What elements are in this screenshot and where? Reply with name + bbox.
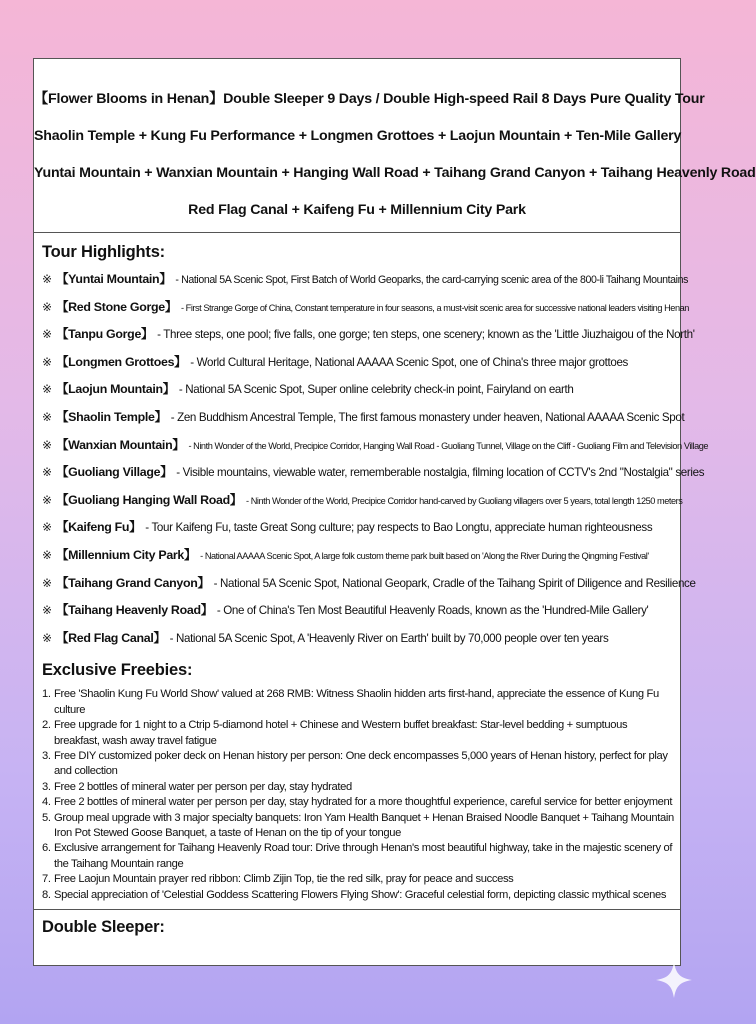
highlight-name: 【Millennium City Park】 [56, 547, 197, 562]
highlight-item [42, 600, 674, 628]
highlight-item [42, 628, 674, 656]
title-block [34, 59, 756, 233]
reference-mark: ※ [42, 575, 53, 590]
reference-mark: ※ [42, 520, 53, 535]
highlight-description: - Three steps, one pool; five falls, one gorge; ten steps, one scenery; known as the 'Little Jiuzhaigou of the North' [157, 328, 695, 342]
freebie-item [42, 888, 674, 903]
title-line: Yuntai Mountain + Wanxian Mountain + Hanging Wall Road + Taihang Grand Canyon + Taihang Heavenly Road [34, 165, 756, 181]
highlight-description: - Ninth Wonder of the World, Precipice Corridor, Hanging Wall Road - Guoliang Tunnel, Village on the Cliff - Guoliang Film and Television Village [188, 440, 709, 451]
freebie-text: Free Laojun Mountain prayer red ribbon: Climb Zijin Top, tie the red silk, pray for peace and success [54, 873, 514, 886]
card-body [34, 233, 709, 937]
freebie-number: 3. [42, 749, 51, 762]
highlight-item [42, 517, 674, 545]
title-line: 【Flower Blooms in Henan】Double Sleeper 9 Days / Double High-speed Rail 8 Days Pure Quality Tour [34, 91, 705, 107]
freebie-number: 7. [42, 873, 51, 886]
highlight-description: - First Strange Gorge of China, Constant temperature in four seasons, a must-visit scenic area for successive national leaders visiting Henan [180, 302, 689, 313]
highlight-item [42, 462, 705, 490]
freebie-item [42, 780, 674, 795]
reference-mark: ※ [42, 354, 53, 369]
highlight-item [42, 352, 674, 380]
freebie-text: Group meal upgrade with 3 major specialty banquets: Iron Yam Health Banquet + Henan Braised Noodle Banquet + Taihang Mountain Iron Pot Stewed Goose Banquet, a taste of Henan on the tip of your tongue [54, 811, 674, 839]
freebie-text: Free 2 bottles of mineral water per person per day, stay hydrated for a more thoughtful experience, careful service for better enjoyment [54, 796, 673, 809]
highlight-name: 【Tanpu Gorge】 [56, 327, 154, 342]
freebie-item [42, 749, 674, 780]
freebie-item [42, 872, 674, 887]
highlight-description: - World Cultural Heritage, National AAAAA Scenic Spot, one of China's three major grottoes [190, 355, 628, 369]
reference-mark: ※ [42, 272, 53, 286]
reference-mark: ※ [42, 299, 53, 314]
freebie-text: Free 2 bottles of mineral water per person per day, stay hydrated [54, 780, 352, 793]
highlight-name: 【Guoliang Hanging Wall Road】 [56, 492, 243, 507]
highlight-description: - Ninth Wonder of the World, Precipice Corridor hand-carved by Guoliang villagers over 5 years, total length 1250 meters [246, 495, 683, 506]
freebie-item [42, 811, 674, 842]
reference-mark: ※ [42, 409, 53, 424]
highlights-list [42, 269, 709, 655]
freebie-text: Free 'Shaolin Kung Fu World Show' valued at 268 RMB: Witness Shaolin hidden arts first-hand, appreciate the essence of Kung Fu culture [54, 688, 659, 716]
title-line: Shaolin Temple + Kung Fu Performance + Longmen Grottoes + Laojun Mountain + Ten-Mile Gallery [34, 128, 682, 144]
highlight-item [42, 573, 696, 601]
freebie-number: 8. [42, 888, 51, 901]
freebie-text: Exclusive arrangement for Taihang Heavenly Road tour: Drive through Henan's most beautiful highway, take in the majestic scenery of the Taihang Mountain range [54, 842, 673, 870]
highlight-item [42, 269, 689, 297]
reference-mark: ※ [42, 437, 53, 452]
reference-mark: ※ [42, 547, 53, 562]
freebies-section [42, 661, 674, 903]
freebie-number: 3. [42, 780, 51, 793]
highlight-name: 【Laojun Mountain】 [56, 382, 175, 397]
highlight-name: 【Taihang Grand Canyon】 [56, 575, 210, 590]
reference-mark: ※ [42, 327, 53, 342]
freebie-number: 5. [42, 811, 51, 824]
highlight-description: - National 5A Scenic Spot, Super online celebrity check-in point, Fairyland on earth [178, 383, 574, 397]
highlight-description: - National 5A Scenic Spot, First Batch of World Geoparks, the card-carrying scenic area of the 800-li Taihang Mountains [175, 274, 689, 286]
tour-card [33, 58, 756, 966]
sparkle-icon [654, 960, 694, 1000]
freebie-number: 6. [42, 842, 51, 855]
highlight-name: 【Shaolin Temple】 [56, 409, 167, 424]
highlight-description: - National 5A Scenic Spot, A 'Heavenly River on Earth' built by 70,000 people over ten years [169, 631, 609, 645]
freebie-number: 1. [42, 688, 51, 701]
freebie-item [42, 687, 674, 718]
highlight-name: 【Yuntai Mountain】 [56, 272, 172, 286]
highlight-description: - One of China's Ten Most Beautiful Heavenly Roads, known as the 'Hundred-Mile Gallery' [216, 604, 649, 618]
highlight-item [42, 407, 685, 435]
highlight-item [42, 324, 695, 352]
highlight-name: 【Red Stone Gorge】 [56, 299, 177, 314]
reference-mark: ※ [42, 492, 53, 507]
highlight-name: 【Taihang Heavenly Road】 [56, 603, 213, 618]
highlight-item [42, 379, 674, 407]
freebie-item [42, 841, 674, 872]
freebie-number: 4. [42, 796, 51, 809]
freebie-text: Free DIY customized poker deck on Henan history per person: One deck encompasses 5,000 years of Henan history, perfect for play and collection [54, 749, 668, 778]
highlights-heading: Tour Highlights: [42, 243, 165, 261]
highlight-name: 【Kaifeng Fu】 [56, 520, 142, 535]
freebie-text: Free upgrade for 1 night to a Ctrip 5-diamond hotel + Chinese and Western buffet breakfast: Star-level bedding + sumptuous breakfast, wash away travel fatigue [54, 719, 628, 747]
freebie-item [42, 718, 674, 749]
reference-mark: ※ [42, 465, 53, 480]
title-line: Red Flag Canal + Kaifeng Fu + Millennium City Park [188, 202, 526, 218]
highlight-item [42, 490, 683, 518]
highlight-description: - Zen Buddhism Ancestral Temple, The first famous monastery under heaven, National AAAAA Scenic Spot [170, 410, 685, 424]
highlight-name: 【Guoliang Village】 [56, 465, 173, 480]
reference-mark: ※ [42, 382, 53, 397]
freebie-item [42, 795, 674, 810]
highlight-name: 【Longmen Grottoes】 [56, 354, 187, 369]
reference-mark: ※ [42, 603, 53, 618]
freebie-text: Special appreciation of 'Celestial Goddess Scattering Flowers Flying Show': Graceful celestial form, depicting classic mythical scenes [54, 888, 667, 901]
highlight-name: 【Red Flag Canal】 [56, 630, 166, 645]
highlight-description: - Visible mountains, viewable water, rememberable nostalgia, filming location of CCTV's 2nd "Nostalgia" series [176, 466, 705, 480]
highlight-name: 【Wanxian Mountain】 [56, 437, 185, 452]
freebies-heading: Exclusive Freebies: [42, 661, 193, 680]
double-sleeper-heading: Double Sleeper: [42, 918, 165, 936]
freebies-list [42, 687, 674, 903]
highlight-description: - Tour Kaifeng Fu, taste Great Song culture; pay respects to Bao Longtu, appreciate human righteousness [145, 521, 653, 535]
highlight-item [42, 297, 689, 325]
freebie-number: 2. [42, 719, 51, 732]
highlight-description: - National AAAAA Scenic Spot, A large folk custom theme park built based on 'Along the River During the Qingming Festival' [200, 550, 649, 561]
highlight-item [42, 435, 709, 463]
reference-mark: ※ [42, 630, 53, 645]
highlight-item [42, 545, 674, 573]
highlight-description: - National 5A Scenic Spot, National Geopark, Cradle of the Taihang Spirit of Diligence and Resilience [213, 576, 696, 590]
